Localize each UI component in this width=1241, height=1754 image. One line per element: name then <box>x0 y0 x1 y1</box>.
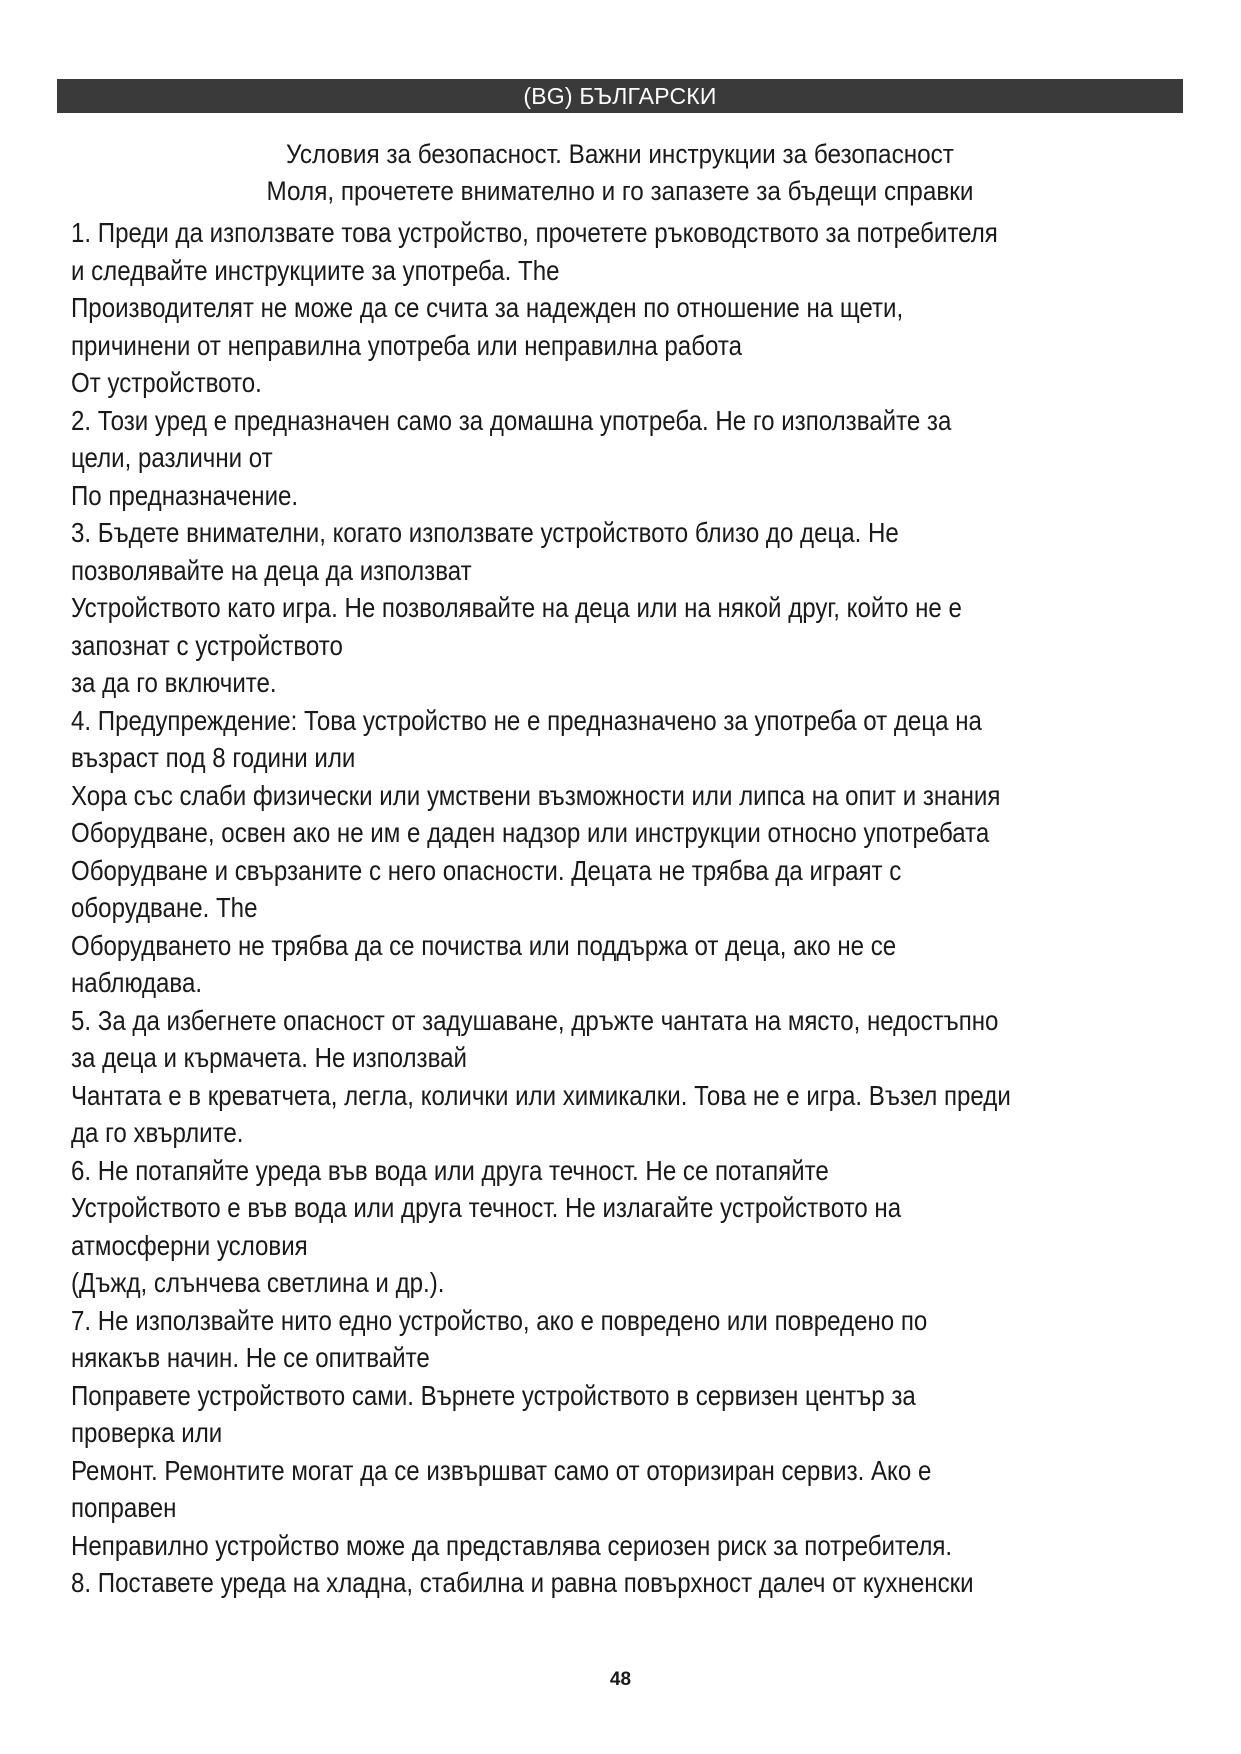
instruction-line: 6. Не потапяйте уреда във вода или друга течност. Не се потапяйте <box>71 1154 829 1186</box>
section-subtitle: Моля, прочетете внимателно и го запазете за бъдещи справки <box>266 176 974 206</box>
instruction-line: Ремонт. Ремонтите могат да се извършват само от оторизиран сервиз. Ако е <box>71 1454 932 1486</box>
instruction-line: Устройството е във вода или друга течност. Не излагайте устройството на <box>71 1192 902 1223</box>
instruction-line: Поправете устройството сами. Върнете устройството в сервизен център за <box>71 1379 916 1411</box>
instruction-line: От устройството. <box>71 367 262 398</box>
section-titles <box>113 136 1126 210</box>
instruction-line: 7. Не използвайте нито едно устройство, ако е повредено или повредено по <box>71 1304 928 1336</box>
instruction-line: Оборудване, освен ако не им е даден надзор или инструкции относно употребата <box>71 817 990 848</box>
instruction-line: някакъв начин. Не се опитвайте <box>71 1342 430 1373</box>
instruction-line: 3. Бъдете внимателни, когато използвате устройството близо до деца. Не <box>71 517 899 548</box>
instruction-line: Производителят не може да се счита за надежден по отношение на щети, <box>71 292 904 323</box>
language-header-bar <box>57 79 1183 113</box>
instruction-line: Хора със слаби физически или умствени възможности или липса на опит и знания <box>71 779 1001 811</box>
instruction-line: възраст под 8 години или <box>71 742 356 773</box>
instruction-line: и следвайте инструкциите за употреба. The <box>71 254 560 286</box>
section-title: Условия за безопасност. Важни инструкции за безопасност <box>286 139 954 169</box>
instruction-line: 2. Този уред е предназначен само за домашна употреба. Не го използвайте за <box>71 404 952 436</box>
instruction-line: наблюдава. <box>71 967 203 998</box>
instruction-line: 1. Преди да използвате това устройство, прочетете ръководството за потребителя <box>71 217 998 248</box>
instruction-line: позволявайте на деца да използват <box>71 554 472 586</box>
instruction-line: Устройството като игра. Не позволявайте на деца или на някой друг, който не е <box>71 592 962 623</box>
instruction-line: Оборудването не трябва да се почиства или поддържа от деца, ако не се <box>71 929 897 961</box>
instruction-line: запознат с устройството <box>71 629 343 661</box>
page-number: 48 <box>609 1669 632 1690</box>
instructions-body <box>71 214 1163 1602</box>
instruction-line: По предназначение. <box>71 479 299 511</box>
instruction-line: 4. Предупреждение: Това устройство не е предназначено за употреба от деца на <box>71 704 982 736</box>
instruction-line: 8. Поставете уреда на хладна, стабилна и равна повърхност далеч от кухненски <box>71 1567 974 1598</box>
instruction-line: проверка или <box>71 1417 223 1448</box>
language-label: (BG) БЪЛГАРСКИ <box>523 83 717 109</box>
instruction-line: Неправилно устройство може да представлява сериозен риск за потребителя. <box>71 1529 953 1561</box>
instruction-line: (Дъжд, слънчева светлина и др.). <box>71 1267 445 1298</box>
instruction-line: 5. За да избегнете опасност от задушаване, дръжте чантата на място, недостъпно <box>71 1004 999 1036</box>
instruction-line: Чантата е в креватчета, легла, колички или химикалки. Това не е игра. Възел преди <box>71 1079 1011 1111</box>
instruction-line: Оборудване и свързаните с него опасности. Децата не трябва да играят с <box>71 854 902 886</box>
instruction-line: оборудване. The <box>71 892 258 923</box>
instruction-line: цели, различни от <box>71 442 273 473</box>
instruction-line: атмосферни условия <box>71 1229 308 1261</box>
instruction-line: да го хвърлите. <box>71 1117 244 1148</box>
instruction-line: причинени от неправилна употреба или неправилна работа <box>71 329 743 361</box>
instruction-line: за да го включите. <box>71 667 277 698</box>
instruction-line: поправен <box>71 1492 177 1523</box>
instruction-line: за деца и кърмачета. Не използвай <box>71 1042 467 1073</box>
